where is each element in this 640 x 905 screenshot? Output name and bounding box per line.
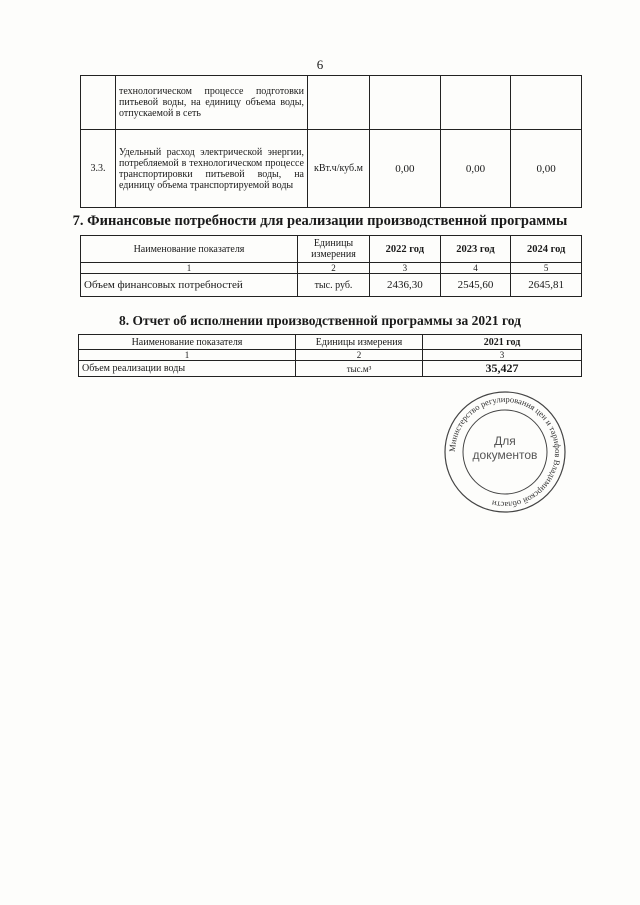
row-number [81, 76, 116, 130]
table-index-row [79, 350, 582, 361]
financial-needs-table [80, 235, 582, 297]
header-2023: 2023 год [440, 236, 511, 263]
index-cell: 3 [370, 263, 441, 274]
value-2022: 2436,30 [370, 274, 441, 297]
stamp-ring-text: Министерство регулирования цен и тарифов Владимирской области [446, 393, 564, 511]
index-cell: 5 [511, 263, 582, 274]
index-cell: 3 [423, 350, 582, 361]
header-name: Наименование показателя [81, 236, 298, 263]
indicator-unit: тыс. руб. [298, 274, 370, 297]
index-cell: 1 [79, 350, 296, 361]
header-2021: 2021 год [423, 335, 582, 350]
header-unit: Единицы измерения [296, 335, 423, 350]
row-number: 3.3. [81, 130, 116, 208]
table-header-row [79, 335, 582, 350]
value-2022 [370, 76, 441, 130]
execution-report-table [78, 334, 582, 377]
index-cell: 1 [81, 263, 298, 274]
page-number: 6 [316, 57, 324, 72]
stamp-line-2: документов [472, 448, 538, 462]
indicator-name: технологическом процессе подготовки питьевой воды, на единицу объема воды, отпускаемой в сеть [116, 76, 308, 130]
section-8-title: 8. Отчет об исполнении производственной программы за 2021 год [119, 313, 521, 328]
table-row [81, 130, 582, 208]
index-cell: 2 [296, 350, 423, 361]
value-2024 [511, 76, 582, 130]
stamp-label [463, 434, 547, 462]
value-2024: 0,00 [511, 130, 582, 208]
table-row [79, 361, 582, 377]
value-2023: 0,00 [440, 130, 511, 208]
indicator-name: Объем реализации воды [79, 361, 296, 377]
indicator-unit: кВт.ч/куб.м [308, 130, 370, 208]
value-2022: 0,00 [370, 130, 441, 208]
value-2024: 2645,81 [511, 274, 582, 297]
table-index-row [81, 263, 582, 274]
header-name: Наименование показателя [79, 335, 296, 350]
header-unit: Единицы измерения [298, 236, 370, 263]
index-cell: 2 [298, 263, 370, 274]
section-7-title: 7. Финансовые потребности для реализации производственной программы [72, 213, 568, 229]
table-row [81, 274, 582, 297]
indicator-name: Удельный расход электрической энергии, потребляемой в технологическом процессе транспортировки питьевой воды, на единицу объема транспортируемой воды [116, 130, 308, 208]
header-2024: 2024 год [511, 236, 582, 263]
value-2021: 35,427 [423, 361, 582, 377]
indicator-unit: тыс.м³ [296, 361, 423, 377]
table-header-row [81, 236, 582, 263]
value-2023 [440, 76, 511, 130]
table-row [81, 76, 582, 130]
stamp-line-1: Для [494, 434, 516, 448]
indicator-name: Объем финансовых потребностей [81, 274, 298, 297]
value-2023: 2545,60 [440, 274, 511, 297]
indicator-unit [308, 76, 370, 130]
index-cell: 4 [440, 263, 511, 274]
indicators-table-continuation [80, 75, 582, 208]
header-2022: 2022 год [370, 236, 441, 263]
